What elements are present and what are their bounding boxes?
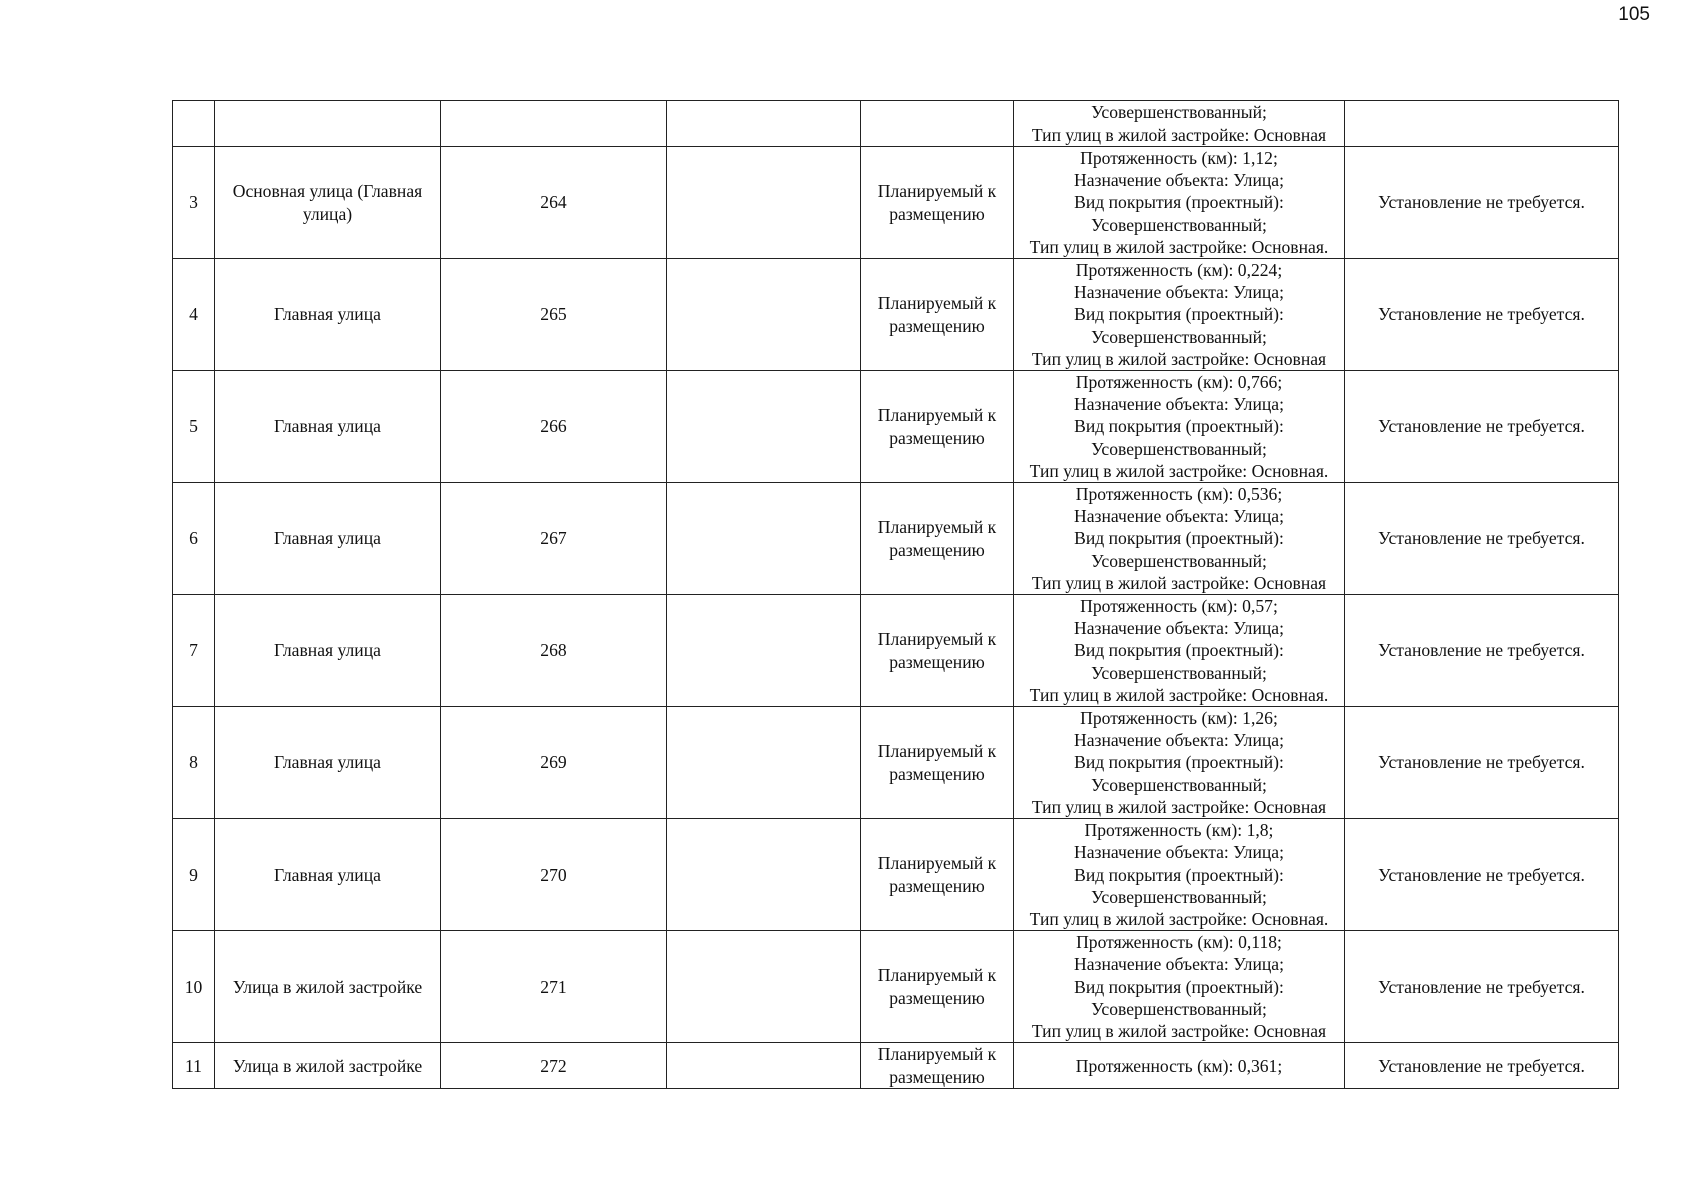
table-row bbox=[173, 707, 1619, 819]
description-line: Тип улиц в жилой застройке: Основная bbox=[1031, 572, 1327, 593]
description-cell bbox=[1014, 707, 1345, 819]
description-line: Тип улиц в жилой застройке: Основная. bbox=[1029, 908, 1329, 929]
empty-column-cell bbox=[667, 595, 861, 707]
zone-cell: Установление не требуется. bbox=[1345, 595, 1619, 707]
description-line: Назначение объекта: Улица; bbox=[1074, 842, 1284, 863]
description-line: Назначение объекта: Улица; bbox=[1074, 170, 1284, 191]
row-number-cell: 4 bbox=[173, 259, 215, 371]
status-cell: Планируемый к размещению bbox=[861, 595, 1014, 707]
object-name-cell: Улица в жилой застройке bbox=[215, 1043, 441, 1089]
empty-column-cell bbox=[667, 147, 861, 259]
description-line: Вид покрытия (проектный): bbox=[1074, 192, 1284, 213]
description-line: Назначение объекта: Улица; bbox=[1074, 618, 1284, 639]
description-line: Тип улиц в жилой застройке: Основная. bbox=[1029, 236, 1329, 257]
description-line: Усовершенствованный; bbox=[1091, 214, 1267, 235]
table-row bbox=[173, 259, 1619, 371]
objects-table bbox=[172, 100, 1619, 1089]
description-line: Усовершенствованный; bbox=[1091, 102, 1267, 123]
zone-cell: Установление не требуется. bbox=[1345, 371, 1619, 483]
object-id-cell: 271 bbox=[441, 931, 667, 1043]
description-line: Протяженность (км): 0,536; bbox=[1075, 484, 1283, 505]
description-line: Вид покрытия (проектный): bbox=[1074, 640, 1284, 661]
description-line: Протяженность (км): 0,118; bbox=[1076, 932, 1282, 953]
description-line: Вид покрытия (проектный): bbox=[1074, 752, 1284, 773]
object-name-cell: Главная улица bbox=[215, 483, 441, 595]
table-row bbox=[173, 483, 1619, 595]
description-line: Тип улиц в жилой застройке: Основная bbox=[1031, 348, 1327, 369]
description-line: Усовершенствованный; bbox=[1091, 886, 1267, 907]
object-id-cell: 268 bbox=[441, 595, 667, 707]
status-cell: Планируемый к размещению bbox=[861, 707, 1014, 819]
description-cell bbox=[1014, 931, 1345, 1043]
description-line: Усовершенствованный; bbox=[1091, 774, 1267, 795]
table-row bbox=[173, 147, 1619, 259]
empty-column-cell bbox=[667, 931, 861, 1043]
row-number-cell: 8 bbox=[173, 707, 215, 819]
object-name-cell: Главная улица bbox=[215, 819, 441, 931]
table-row bbox=[173, 101, 1619, 147]
description-line: Протяженность (км): 0,57; bbox=[1080, 596, 1278, 617]
status-cell: Планируемый к размещению bbox=[861, 259, 1014, 371]
object-name-cell: Главная улица bbox=[215, 595, 441, 707]
row-number-cell: 9 bbox=[173, 819, 215, 931]
description-cell bbox=[1014, 259, 1345, 371]
description-line: Протяженность (км): 0,361; bbox=[1075, 1055, 1283, 1076]
object-name-cell bbox=[215, 101, 441, 147]
description-line: Вид покрытия (проектный): bbox=[1074, 976, 1284, 997]
row-number-cell: 5 bbox=[173, 371, 215, 483]
object-id-cell: 270 bbox=[441, 819, 667, 931]
description-line: Тип улиц в жилой застройке: Основная. bbox=[1029, 460, 1329, 481]
status-cell: Планируемый к размещению bbox=[861, 819, 1014, 931]
row-number-cell: 11 bbox=[173, 1043, 215, 1089]
status-cell: Планируемый к размещению bbox=[861, 147, 1014, 259]
description-line: Усовершенствованный; bbox=[1091, 998, 1267, 1019]
object-id-cell: 267 bbox=[441, 483, 667, 595]
description-line: Протяженность (км): 0,224; bbox=[1075, 260, 1283, 281]
zone-cell: Установление не требуется. bbox=[1345, 931, 1619, 1043]
table-row bbox=[173, 371, 1619, 483]
zone-cell: Установление не требуется. bbox=[1345, 819, 1619, 931]
object-id-cell: 265 bbox=[441, 259, 667, 371]
description-cell bbox=[1014, 101, 1345, 147]
empty-column-cell bbox=[667, 259, 861, 371]
description-line: Усовершенствованный; bbox=[1091, 438, 1267, 459]
description-line: Назначение объекта: Улица; bbox=[1074, 954, 1284, 975]
description-line: Вид покрытия (проектный): bbox=[1074, 864, 1284, 885]
status-cell: Планируемый к размещению bbox=[861, 1043, 1014, 1089]
empty-column-cell bbox=[667, 101, 861, 147]
object-id-cell: 269 bbox=[441, 707, 667, 819]
description-cell bbox=[1014, 595, 1345, 707]
description-line: Вид покрытия (проектный): bbox=[1074, 304, 1284, 325]
description-line: Протяженность (км): 0,766; bbox=[1075, 372, 1283, 393]
empty-column-cell bbox=[667, 371, 861, 483]
zone-cell: Установление не требуется. bbox=[1345, 483, 1619, 595]
status-cell: Планируемый к размещению bbox=[861, 931, 1014, 1043]
description-line: Тип улиц в жилой застройке: Основная bbox=[1031, 796, 1327, 817]
zone-cell: Установление не требуется. bbox=[1345, 259, 1619, 371]
description-cell bbox=[1014, 147, 1345, 259]
zone-cell bbox=[1345, 101, 1619, 147]
status-cell: Планируемый к размещению bbox=[861, 483, 1014, 595]
description-cell bbox=[1014, 483, 1345, 595]
status-cell bbox=[861, 101, 1014, 147]
description-cell bbox=[1014, 1043, 1345, 1089]
object-id-cell: 266 bbox=[441, 371, 667, 483]
description-line: Тип улиц в жилой застройке: Основная. bbox=[1029, 684, 1329, 705]
description-line: Усовершенствованный; bbox=[1091, 326, 1267, 347]
row-number-cell bbox=[173, 101, 215, 147]
description-cell bbox=[1014, 371, 1345, 483]
object-id-cell: 264 bbox=[441, 147, 667, 259]
description-line: Усовершенствованный; bbox=[1091, 662, 1267, 683]
page-number: 105 bbox=[1618, 4, 1650, 25]
table-row bbox=[173, 1043, 1619, 1089]
zone-cell: Установление не требуется. bbox=[1345, 1043, 1619, 1089]
description-line: Протяженность (км): 1,26; bbox=[1080, 708, 1278, 729]
description-line: Протяженность (км): 1,8; bbox=[1084, 820, 1274, 841]
object-id-cell: 272 bbox=[441, 1043, 667, 1089]
object-id-cell bbox=[441, 101, 667, 147]
empty-column-cell bbox=[667, 819, 861, 931]
description-line: Тип улиц в жилой застройке: Основная bbox=[1031, 1020, 1327, 1041]
description-line: Вид покрытия (проектный): bbox=[1074, 528, 1284, 549]
empty-column-cell bbox=[667, 483, 861, 595]
object-name-cell: Главная улица bbox=[215, 259, 441, 371]
object-name-cell: Главная улица bbox=[215, 371, 441, 483]
empty-column-cell bbox=[667, 707, 861, 819]
objects-table-body bbox=[173, 101, 1619, 1089]
description-line: Назначение объекта: Улица; bbox=[1074, 730, 1284, 751]
zone-cell: Установление не требуется. bbox=[1345, 707, 1619, 819]
table-row bbox=[173, 819, 1619, 931]
zone-cell: Установление не требуется. bbox=[1345, 147, 1619, 259]
object-name-cell: Улица в жилой застройке bbox=[215, 931, 441, 1043]
description-cell bbox=[1014, 819, 1345, 931]
description-line: Назначение объекта: Улица; bbox=[1074, 282, 1284, 303]
table-row bbox=[173, 931, 1619, 1043]
row-number-cell: 7 bbox=[173, 595, 215, 707]
table-row bbox=[173, 595, 1619, 707]
status-cell: Планируемый к размещению bbox=[861, 371, 1014, 483]
empty-column-cell bbox=[667, 1043, 861, 1089]
description-line: Тип улиц в жилой застройке: Основная bbox=[1031, 124, 1327, 145]
object-name-cell: Главная улица bbox=[215, 707, 441, 819]
row-number-cell: 3 bbox=[173, 147, 215, 259]
description-line: Вид покрытия (проектный): bbox=[1074, 416, 1284, 437]
description-line: Усовершенствованный; bbox=[1091, 550, 1267, 571]
row-number-cell: 6 bbox=[173, 483, 215, 595]
row-number-cell: 10 bbox=[173, 931, 215, 1043]
object-name-cell: Основная улица (Главная улица) bbox=[215, 147, 441, 259]
description-line: Протяженность (км): 1,12; bbox=[1080, 148, 1278, 168]
description-line: Назначение объекта: Улица; bbox=[1074, 506, 1284, 527]
description-line: Назначение объекта: Улица; bbox=[1074, 394, 1284, 415]
